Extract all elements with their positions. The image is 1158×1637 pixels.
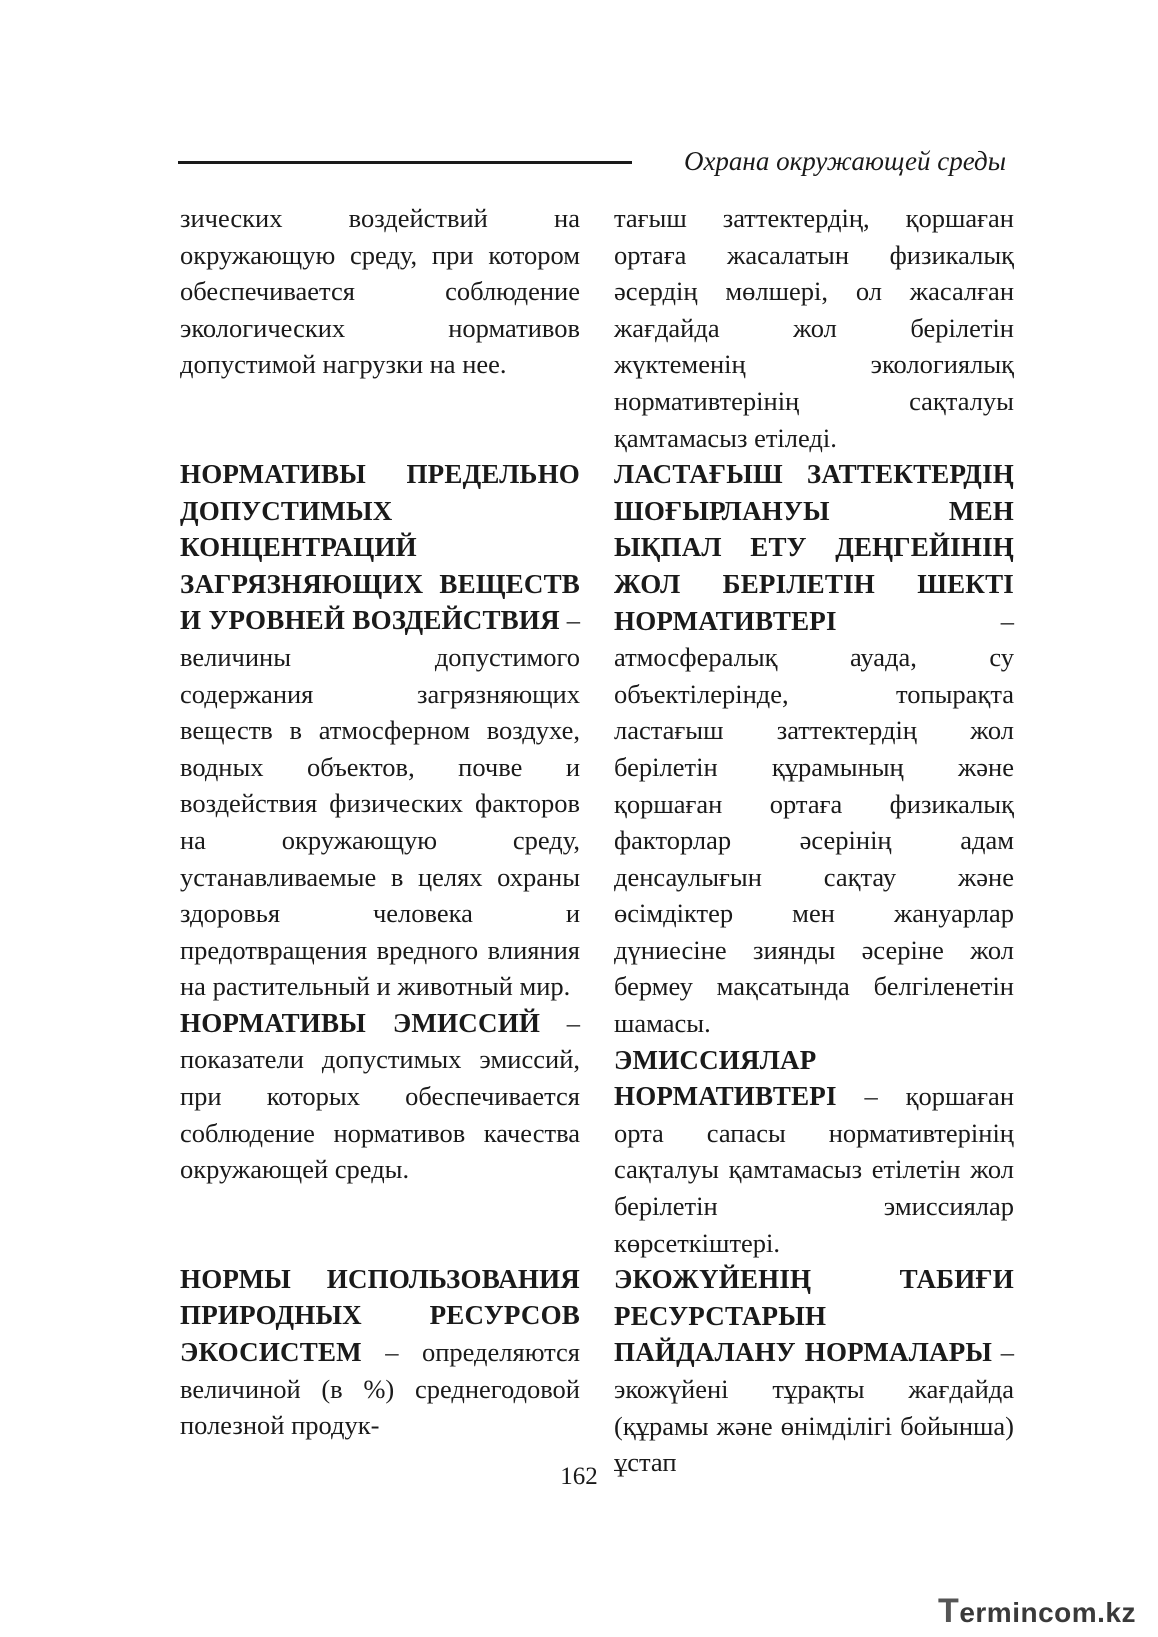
- right-text-4: – экожүйені тұрақты жағдайда (құрамы және өнімділігі бойынша) ұстап: [614, 1337, 1014, 1478]
- watermark-logo: [938, 1592, 1136, 1631]
- right-paragraph-2: [614, 456, 1014, 1042]
- left-text-3: – показатели допустимых эмиссий, при которых обеспечивается соблюдение нормативов качества окружающей среды.: [180, 1007, 580, 1185]
- right-term-4: ЭКОЖҮЙЕНІҢ ТАБИҒИ РЕСУРСТАРЫН ПАЙДАЛАНУ НОРМАЛАРЫ: [614, 1264, 1014, 1368]
- watermark-rest: ermincom.kz: [959, 1597, 1136, 1628]
- right-text-2: – атмосфералық ауада, су объектілерінде, топырақта ластағыш заттектердің жол берілетін құрамының және қоршаған ортаға физикалық факторлар әсерінің адам денсаулығын сақтау және өсімдіктер мен жануарлар дүниесіне зиянды әсеріне жол бермеу мақсатында белгіленетін шамасы.: [614, 605, 1014, 1039]
- right-paragraph-1: тағыш заттектердің, қоршаған ортаға жасалатын физикалық әсердің мөлшері, ол жасалған жағдайда жол берілетін жүктеменің экологиялық нормативтерінің сақталуы қамтамасыз етіледі.: [614, 203, 1014, 453]
- left-term-2: НОРМАТИВЫ ПРЕДЕЛЬНО ДОПУСТИМЫХ КОНЦЕНТРАЦИЙ ЗАГРЯЗНЯЮЩИХ ВЕЩЕСТВ И УРОВНЕЙ ВОЗДЕЙСТВИЯ: [180, 458, 580, 636]
- right-term-3: ЭМИССИЯЛАР НОРМАТИВТЕРІ: [614, 1044, 837, 1112]
- left-spacer-1: [180, 383, 580, 456]
- right-column: [614, 200, 1014, 1481]
- running-head: Охрана окружающей среды: [683, 146, 1006, 176]
- header-rule: [178, 161, 632, 164]
- watermark-first-letter: T: [938, 1592, 960, 1630]
- right-paragraph-4: [614, 1261, 1014, 1481]
- left-paragraph-1: зических воздействий на окружающую среду, при котором обеспечивается соблюдение экологических нормативов допустимой нагрузки на нее.: [180, 203, 580, 380]
- left-paragraph-2: [180, 456, 580, 1005]
- right-paragraph-3: [614, 1042, 1014, 1262]
- left-term-3: НОРМАТИВЫ ЭМИССИЙ: [180, 1007, 541, 1038]
- page-number: 162: [560, 1463, 598, 1490]
- right-term-2: ЛАСТАҒЫШ ЗАТТЕКТЕРДІҢ ШОҒЫРЛАНУЫ МЕН ЫҚПАЛ ЕТУ ДЕҢГЕЙІНІҢ ЖОЛ БЕРІЛЕТІН ШЕКТІ НОРМАТИВТЕРІ: [614, 459, 1014, 636]
- right-text-3: – қоршаған орта сапасы нормативтерінің сақталуы қамтамасыз етілетін жол берілетін эмиссиялар көрсеткіштері.: [614, 1081, 1014, 1258]
- left-column: [180, 200, 580, 1444]
- left-text-4: – определяются величиной (в %) среднегодовой полезной продук-: [180, 1337, 580, 1441]
- left-term-4: НОРМЫ ИСПОЛЬЗОВАНИЯ ПРИРОДНЫХ РЕСУРСОВ ЭКОСИСТЕМ: [180, 1263, 580, 1368]
- left-spacer-2: [180, 1188, 580, 1261]
- left-paragraph-4: [180, 1261, 580, 1444]
- left-text-2: – величины допустимого содержания загрязняющих веществ в атмосферном воздухе, водных объектов, почве и воздействия физических факторов на окружающую среду, устанавливаемые в целях охраны здоровья человека и предотвращения вредного влияния на растительный и животный мир.: [180, 605, 580, 1002]
- left-paragraph-3: [180, 1005, 580, 1188]
